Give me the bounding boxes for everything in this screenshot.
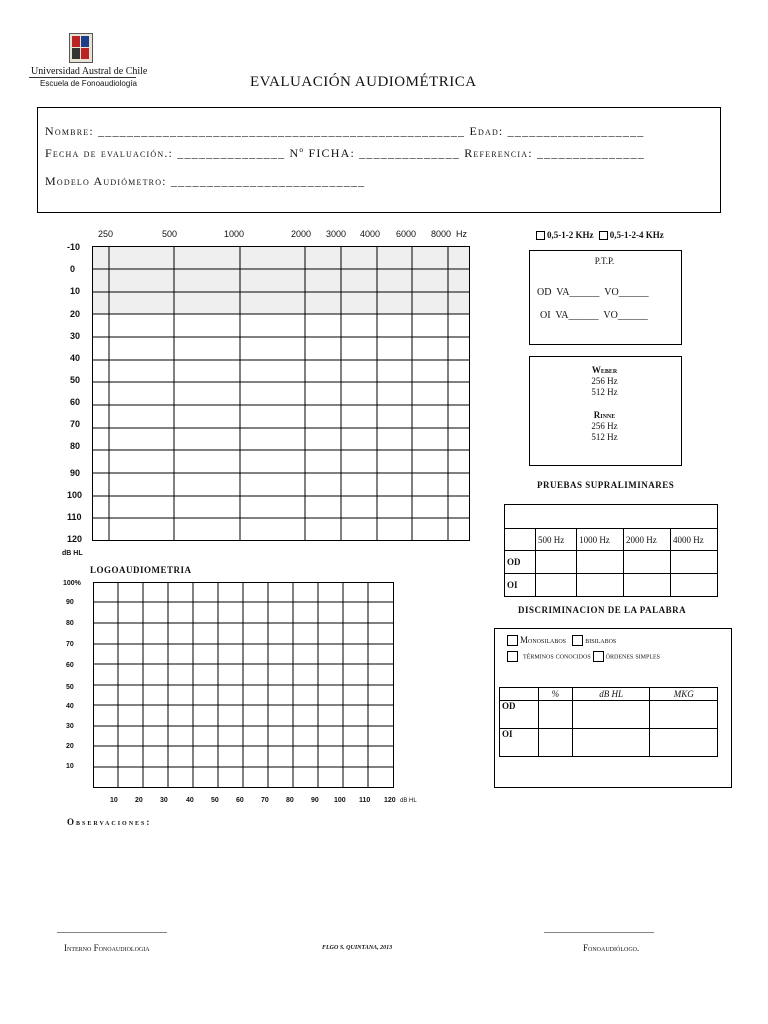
db-label: 20: [70, 309, 81, 319]
logo-y-label: 60: [66, 662, 74, 669]
rinne-256: 256 Hz: [591, 421, 618, 431]
disc-row-od: OD: [500, 701, 539, 729]
disc-cell[interactable]: [539, 729, 573, 757]
logo-y-label: 30: [66, 723, 74, 730]
freq-6000: 6000: [396, 229, 417, 239]
ficha-field[interactable]: ______________: [359, 146, 461, 160]
ordenes-checkbox[interactable]: [593, 651, 604, 662]
logo-audiometry-title: LOGOAUDIOMETRIA: [90, 565, 192, 575]
supra-cell[interactable]: [671, 574, 718, 597]
date-label: Fecha de evaluación.:: [45, 146, 178, 160]
logo-x-label: 110: [359, 797, 371, 804]
monosilabos-checkbox[interactable]: [507, 635, 518, 646]
logo-x-label: 20: [135, 797, 143, 804]
intern-signature-label: Interno Fonoaudiologia: [64, 943, 150, 953]
logo-y-label: 100%: [63, 580, 81, 587]
ptp-option-1-checkbox[interactable]: [536, 231, 545, 240]
db-label: 50: [70, 375, 81, 385]
disc-row-oi: OI: [500, 729, 539, 757]
supra-col-500: 500 Hz: [536, 529, 577, 551]
logo-y-label: 80: [66, 620, 74, 627]
ptp-options: [536, 230, 664, 240]
discrimination-options-row-1: [507, 635, 616, 646]
supra-cell[interactable]: [577, 551, 624, 574]
supra-row-oi: OI: [505, 574, 536, 597]
date-row: [45, 146, 645, 161]
model-label: Modelo Audiómetro:: [45, 174, 171, 188]
db-label: 110: [67, 512, 82, 522]
supra-col-4000: 4000 Hz: [671, 529, 718, 551]
logo-x-label: 30: [160, 797, 168, 804]
disc-col-dbhl: dB HL: [572, 688, 650, 701]
footer-credit: FLGO S. QUINTANA, 2013: [322, 945, 393, 951]
supra-cell[interactable]: [624, 551, 671, 574]
ptp-option-2-label: 0,5-1-2-4 KHz: [609, 230, 664, 240]
db-label: 100: [67, 490, 83, 500]
logo-y-label: 90: [66, 599, 74, 606]
bisilabos-label: bisilabos: [585, 635, 617, 645]
freq-3000: 3000: [326, 229, 347, 239]
disc-col-percent: %: [539, 688, 573, 701]
logo-divider: [29, 77, 136, 78]
supra-cell[interactable]: [536, 551, 577, 574]
terminos-checkbox[interactable]: [507, 651, 518, 662]
ordenes-label: órdenes simples: [605, 651, 661, 661]
logo-y-label: 40: [66, 703, 74, 710]
bisilabos-checkbox[interactable]: [572, 635, 583, 646]
logo-x-label: 90: [311, 797, 319, 804]
signature-line-left[interactable]: ____________________: [57, 922, 167, 934]
ptp-title: P.T.P.: [594, 256, 615, 266]
ptp-option-1-label: 0,5-1-2 KHz: [547, 230, 594, 240]
signature-line-right[interactable]: ____________________: [544, 922, 654, 934]
discrimination-table: [499, 687, 718, 757]
name-label: Nombre:: [45, 124, 99, 138]
audiogram-grid[interactable]: [92, 246, 470, 541]
db-label: 90: [70, 468, 81, 478]
logo-x-label: 10: [110, 797, 118, 804]
logo-x-label: 120: [384, 797, 396, 804]
university-crest-icon: [69, 33, 93, 63]
rinne-512: 512 Hz: [591, 432, 618, 442]
supra-col-2000: 2000 Hz: [624, 529, 671, 551]
school-name: Escuela de Fonoaudiología: [40, 79, 137, 88]
freq-unit: Hz: [456, 229, 467, 239]
reference-label: Referencia:: [460, 146, 537, 160]
ficha-label: Nº FICHA:: [285, 146, 360, 160]
db-label: 80: [70, 441, 81, 451]
db-label: 10: [70, 286, 81, 296]
ptp-option-2-checkbox[interactable]: [599, 231, 608, 240]
document-title: EVALUACIÓN AUDIOMÉTRICA: [250, 74, 477, 90]
freq-500: 500: [162, 229, 178, 239]
db-unit-label: dB HL: [62, 550, 83, 557]
freq-4000: 4000: [360, 229, 381, 239]
disc-cell[interactable]: [572, 701, 650, 729]
age-label: Edad:: [469, 124, 508, 138]
supra-row-od: OD: [505, 551, 536, 574]
logo-x-label: 40: [186, 797, 194, 804]
freq-1000: 1000: [224, 229, 245, 239]
db-label: 30: [70, 331, 81, 341]
disc-cell[interactable]: [539, 701, 573, 729]
supra-col-1000: 1000 Hz: [577, 529, 624, 551]
ptp-od-row[interactable]: OD VA______ VO______: [537, 287, 649, 298]
db-label: 120: [67, 534, 83, 544]
age-field[interactable]: ___________________: [507, 124, 645, 138]
db-label: 40: [70, 353, 81, 363]
discrimination-title: DISCRIMINACION DE LA PALABRA: [518, 605, 687, 615]
name-row: [45, 124, 644, 139]
freq-2000: 2000: [291, 229, 312, 239]
logo-x-label: 70: [261, 797, 269, 804]
freq-8000: 8000: [431, 229, 452, 239]
db-label: 60: [70, 397, 81, 407]
weber-rinne-content: [529, 365, 680, 443]
supra-cell[interactable]: [536, 574, 577, 597]
reference-field[interactable]: _______________: [536, 146, 645, 160]
logo-x-unit: dB HL: [400, 798, 417, 804]
audiologist-signature-label: Fonoaudiólogo.: [583, 943, 640, 953]
name-field[interactable]: ___________________________________________________: [98, 124, 466, 138]
terminos-label: términos conocidos: [523, 651, 591, 661]
weber-512: 512 Hz: [591, 387, 618, 397]
weber-256: 256 Hz: [591, 376, 618, 386]
model-row: [45, 174, 365, 189]
logo-y-label: 10: [66, 763, 74, 770]
supra-cell[interactable]: [624, 574, 671, 597]
supra-table: [504, 504, 718, 597]
monosilabos-label: Monosilabos: [520, 635, 567, 645]
supra-top-row: [505, 505, 718, 529]
logo-x-label: 80: [286, 797, 294, 804]
freq-250: 250: [98, 229, 114, 239]
disc-col-mkg: MKG: [650, 688, 718, 701]
db-label: -10: [67, 242, 81, 252]
logo-y-label: 70: [66, 641, 74, 648]
supra-title: PRUEBAS SUPRALIMINARES: [537, 480, 675, 490]
date-field[interactable]: _______________: [177, 146, 286, 160]
logo-audiometry-grid[interactable]: [93, 582, 395, 789]
logo-x-label: 100: [334, 797, 346, 804]
rinne-label: Rinne: [593, 410, 616, 420]
db-label: 70: [70, 419, 81, 429]
ptp-oi-row[interactable]: OI VA______ VO______: [540, 310, 648, 321]
model-field[interactable]: ___________________________: [170, 174, 366, 188]
supra-cell[interactable]: [671, 551, 718, 574]
logo-y-label: 50: [66, 684, 74, 691]
logo-x-label: 60: [236, 797, 244, 804]
db-label: 0: [70, 264, 76, 274]
disc-cell[interactable]: [572, 729, 650, 757]
university-name: Universidad Austral de Chile: [31, 66, 148, 77]
logo-y-label: 20: [66, 743, 74, 750]
disc-cell[interactable]: [650, 729, 718, 757]
discrimination-options-row-2: [507, 651, 660, 662]
weber-label: Weber: [591, 365, 618, 375]
logo-x-label: 50: [211, 797, 219, 804]
disc-cell[interactable]: [650, 701, 718, 729]
supra-cell[interactable]: [577, 574, 624, 597]
observations-label: Observaciones:: [67, 817, 152, 827]
